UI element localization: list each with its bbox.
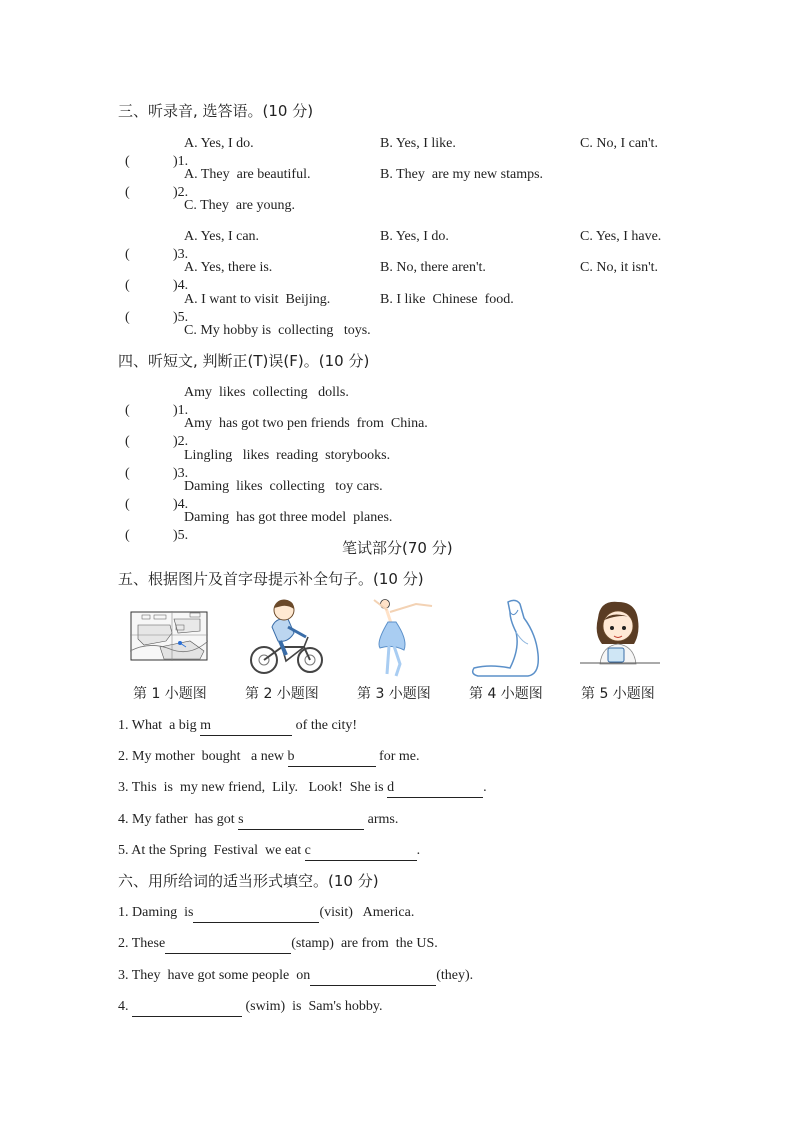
fill-sentence: 2. My mother bought a new b for me. <box>118 748 419 767</box>
question-row: ( )4. <box>125 497 189 512</box>
map-picture <box>130 611 208 661</box>
answer-bracket[interactable]: ( <box>125 434 130 449</box>
option-a: A. Yes, I can. <box>184 229 260 244</box>
question-row: ( )1. <box>125 154 189 169</box>
option-b: B. No, there aren't. <box>380 260 486 275</box>
boy-on-bike-picture <box>248 597 324 677</box>
statement-text: Amy has got two pen friends from China. <box>184 416 428 431</box>
answer-blank[interactable]: b <box>288 748 376 767</box>
option-c: C. No, I can't. <box>580 136 658 151</box>
answer-blank[interactable]: c <box>305 842 417 861</box>
answer-blank[interactable]: m <box>200 717 292 736</box>
question-row: ( )5. <box>125 310 189 325</box>
answer-blank[interactable]: d <box>387 779 483 798</box>
option-b: B. Yes, I do. <box>380 229 449 244</box>
fill-sentence: 3. This is my new friend, Lily. Look! She is d . <box>118 779 487 798</box>
answer-bracket[interactable]: ( <box>125 185 130 200</box>
answer-blank[interactable] <box>310 967 436 986</box>
option-b: B. They are my new stamps. <box>380 167 544 182</box>
answer-bracket[interactable]: ( <box>125 278 130 293</box>
picture-caption-2: 第 2 小题图 <box>245 686 319 702</box>
option-c: C. My hobby is collecting toys. <box>184 323 371 338</box>
answer-blank[interactable] <box>193 904 319 923</box>
answer-bracket[interactable]: ( <box>125 310 130 325</box>
dancer-picture <box>370 598 436 678</box>
option-c: C. They are young. <box>184 198 295 213</box>
option-a: A. They are beautiful. <box>184 167 311 182</box>
question-row: ( )1. <box>125 403 189 418</box>
answer-bracket[interactable]: ( <box>125 154 130 169</box>
question-row: ( )2. <box>125 185 189 200</box>
answer-bracket[interactable]: ( <box>125 528 130 543</box>
option-c: C. No, it isn't. <box>580 260 658 275</box>
section-4-title: 四、听短文, 判断正(T)误(F)。(10 分) <box>118 352 370 370</box>
section-5-title: 五、根据图片及首字母提示补全句子。(10 分) <box>118 570 424 588</box>
statement-text: Amy likes collecting dolls. <box>184 385 349 400</box>
question-row: ( )3. <box>125 247 189 262</box>
answer-blank[interactable] <box>132 998 242 1017</box>
section-3-title: 三、听录音, 选答语。(10 分) <box>118 102 314 120</box>
option-a: A. I want to visit Beijing. <box>184 292 331 307</box>
question-row: ( )5. <box>125 528 189 543</box>
fill-sentence: 1. Daming is (visit) America. <box>118 904 414 923</box>
picture-caption-1: 第 1 小题图 <box>133 686 207 702</box>
answer-bracket[interactable]: ( <box>125 466 130 481</box>
picture-caption-3: 第 3 小题图 <box>357 686 431 702</box>
girl-picture <box>580 600 660 666</box>
question-row: ( )4. <box>125 278 189 293</box>
option-a: A. Yes, I do. <box>184 136 254 151</box>
fill-sentence: 5. At the Spring Festival we eat c . <box>118 842 420 861</box>
answer-bracket[interactable]: ( <box>125 247 130 262</box>
written-part-title: 笔试部分(70 分) <box>342 539 453 557</box>
question-row: ( )2. <box>125 434 189 449</box>
option-a: A. Yes, there is. <box>184 260 273 275</box>
fill-sentence: 1. What a big m of the city! <box>118 717 357 736</box>
strong-arm-picture <box>470 598 548 678</box>
option-b: B. Yes, I like. <box>380 136 456 151</box>
answer-blank[interactable] <box>165 935 291 954</box>
fill-sentence: 4. (swim) is Sam's hobby. <box>118 998 382 1017</box>
answer-bracket[interactable]: ( <box>125 497 130 512</box>
picture-caption-4: 第 4 小题图 <box>469 686 543 702</box>
picture-caption-5: 第 5 小题图 <box>581 686 655 702</box>
option-b: B. I like Chinese food. <box>380 292 514 307</box>
statement-text: Daming likes collecting toy cars. <box>184 479 383 494</box>
fill-sentence: 4. My father has got s arms. <box>118 811 398 830</box>
answer-blank[interactable]: s <box>238 811 364 830</box>
question-row: ( )3. <box>125 466 189 481</box>
statement-text: Daming has got three model planes. <box>184 510 393 525</box>
section-6-title: 六、用所给词的适当形式填空。(10 分) <box>118 872 379 890</box>
statement-text: Lingling likes reading storybooks. <box>184 448 391 463</box>
fill-sentence: 2. These (stamp) are from the US. <box>118 935 438 954</box>
answer-bracket[interactable]: ( <box>125 403 130 418</box>
fill-sentence: 3. They have got some people on (they). <box>118 967 473 986</box>
option-c: C. Yes, I have. <box>580 229 662 244</box>
